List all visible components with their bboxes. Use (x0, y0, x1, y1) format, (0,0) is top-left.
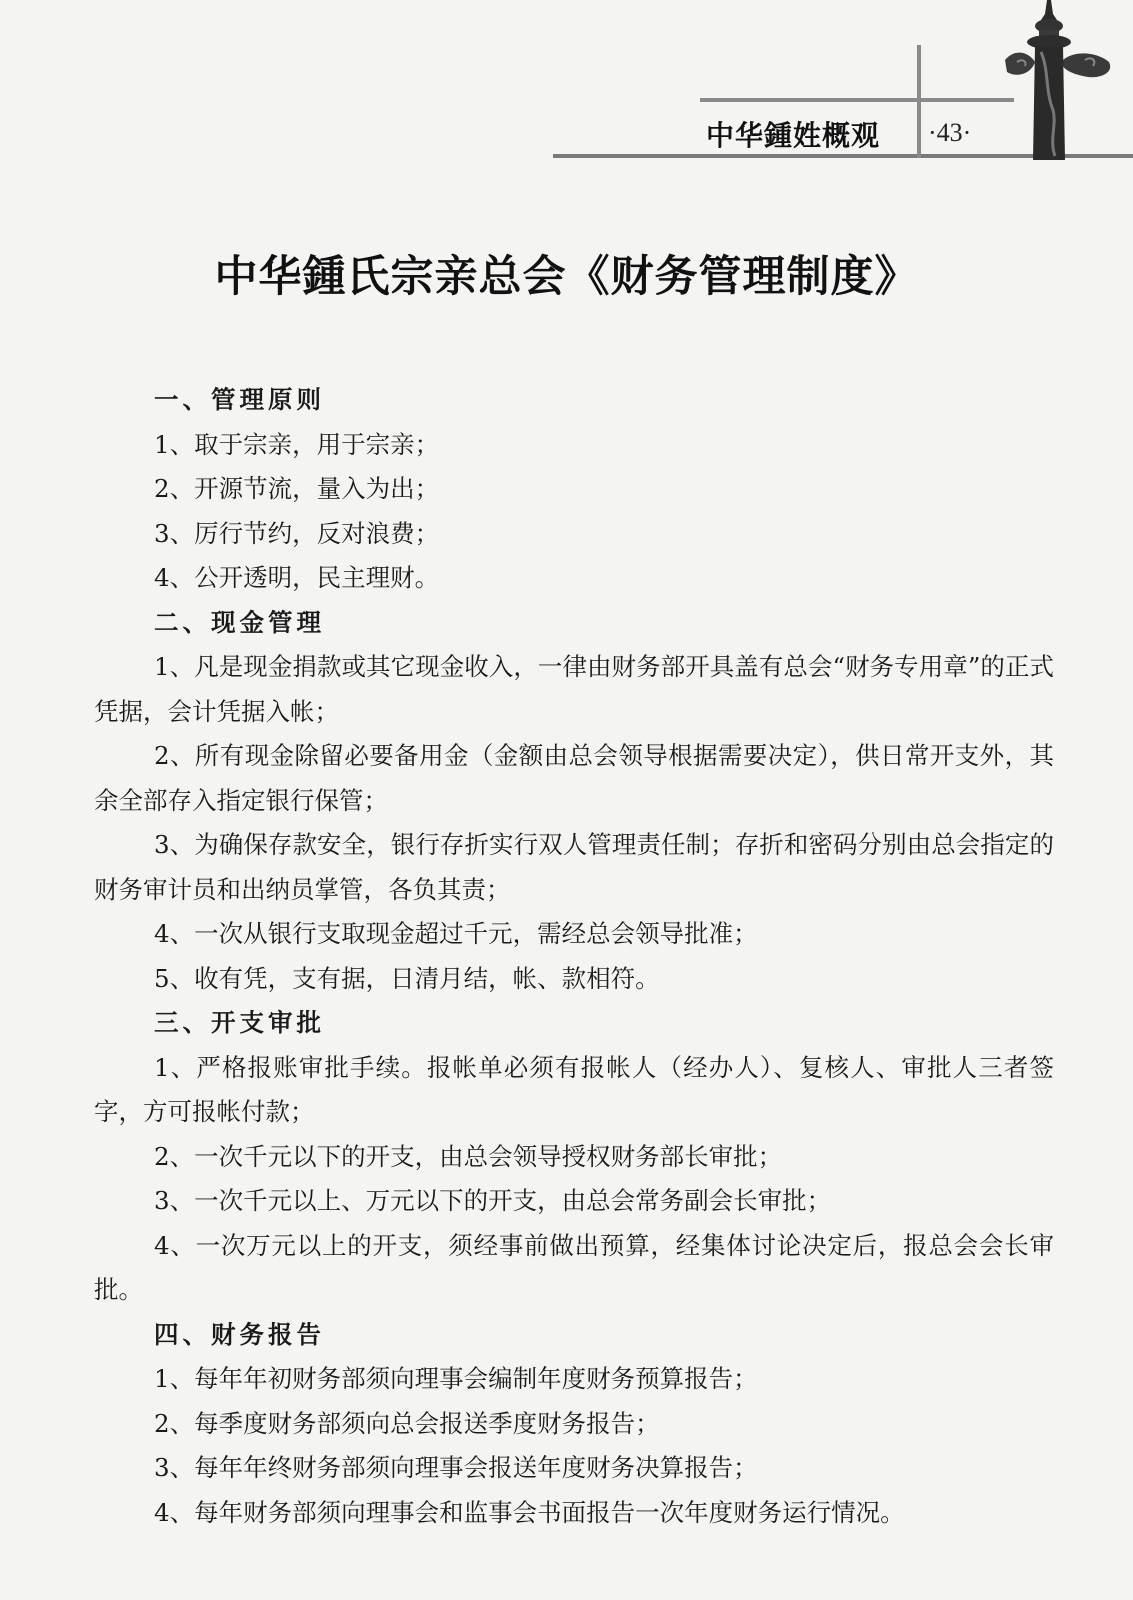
list-item: 4、一次万元以上的开支，须经事前做出预算，经集体讨论决定后，报总会会长审批。 (94, 1230, 1054, 1304)
list-item: 3、厉行节约，反对浪费； (154, 518, 440, 548)
section-heading: 三、开支审批 (154, 1008, 325, 1037)
list-item: 2、一次千元以下的开支，由总会领导授权财务部长审批； (154, 1141, 783, 1171)
document-body (94, 378, 1054, 1535)
list-item: 4、一次从银行支取现金超过千元，需经总会领导批准； (154, 919, 758, 948)
list-item: 2、开源节流，量入为出； (154, 474, 440, 503)
list-item: 5、收有凭，支有据，日清月结，帐、款相符。 (154, 963, 660, 993)
section-heading: 四、财务报告 (154, 1319, 325, 1349)
section-heading: 二、现金管理 (154, 607, 325, 637)
running-title: 中华鍾姓概观 (706, 119, 881, 152)
list-item: 3、每年年终财务部须向理事会报送年度财务决算报告； (154, 1453, 758, 1482)
section-heading: 一、管理原则 (154, 385, 325, 414)
document-title: 中华鍾氏宗亲总会《财务管理制度》 (214, 252, 919, 302)
list-item: 2、所有现金除留必要备用金（金额由总会领导根据需要决定），供日常开支外，其余全部存入指定银行保管； (94, 741, 1054, 815)
header-vertical-rule (917, 45, 921, 158)
huabiao-pillar-icon (1005, 0, 1133, 160)
list-item: 1、每年年初财务部须向理事会编制年度财务预算报告； (154, 1364, 758, 1393)
list-item: 1、凡是现金捐款或其它现金收入，一律由财务部开具盖有总会“财务专用章”的正式凭据，会计凭据入帐； (94, 652, 1054, 726)
list-item: 4、公开透明，民主理财。 (154, 563, 440, 592)
list-item: 1、严格报账审批手续。报帐单必须有报帐人（经办人）、复核人、审批人三者签字，方可报帐付款； (94, 1052, 1054, 1126)
list-item: 3、一次千元以上、万元以下的开支，由总会常务副会长审批； (154, 1186, 832, 1215)
list-item: 4、每年财务部须向理事会和监事会书面报告一次年度财务运行情况。 (154, 1497, 905, 1527)
list-item: 2、每季度财务部须向总会报送季度财务报告； (154, 1408, 660, 1438)
list-item: 3、为确保存款安全，银行存折实行双人管理责任制；存折和密码分别由总会指定的财务审计员和出纳员掌管，各负其责； (94, 830, 1054, 904)
page-number: ·43· (928, 118, 972, 147)
list-item: 1、取于宗亲，用于宗亲； (154, 429, 440, 459)
header-top-rule (700, 98, 1014, 102)
